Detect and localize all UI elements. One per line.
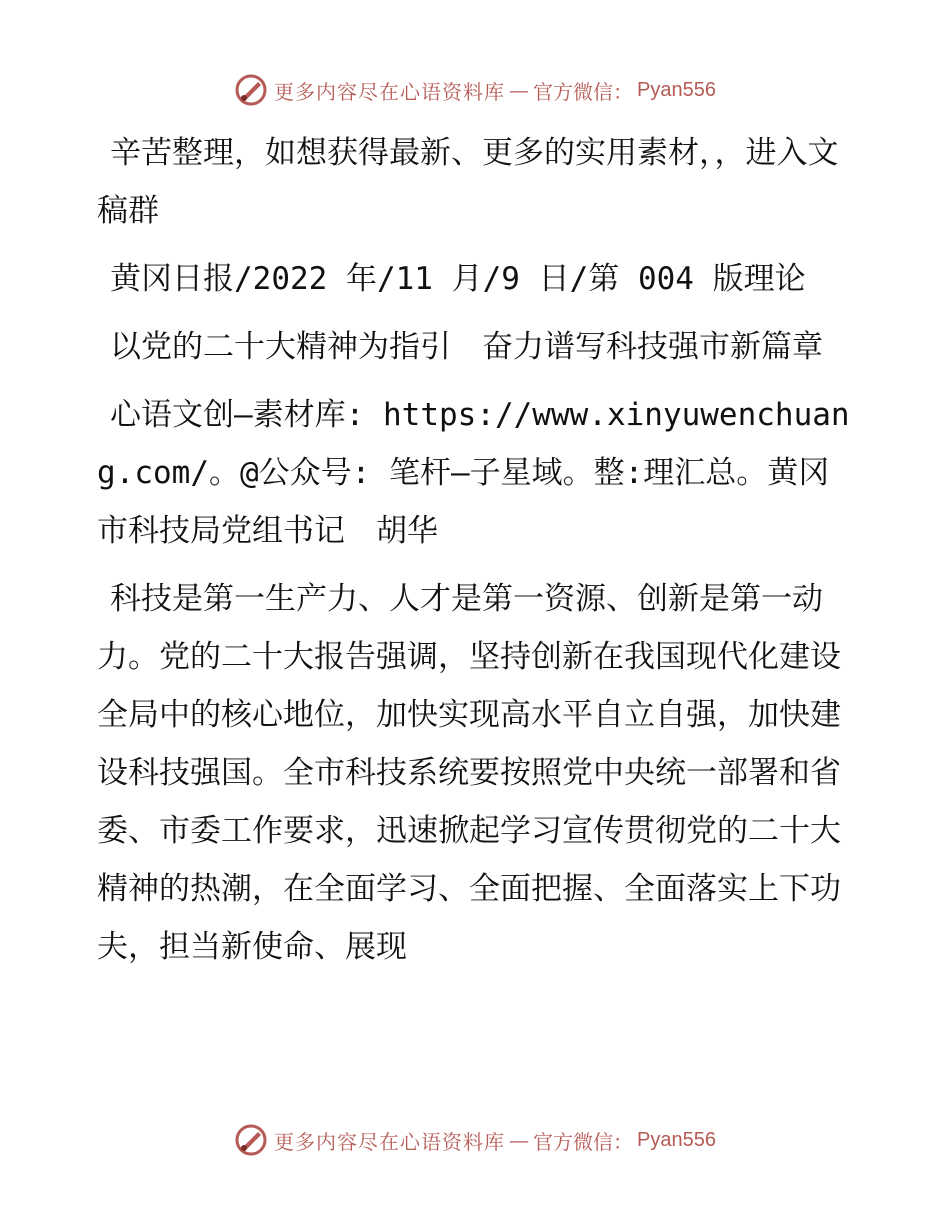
watermark-separator: —: [509, 1128, 530, 1152]
brush-seal-icon: [234, 73, 268, 107]
watermark-brand: 更多内容尽在心语资料库: [274, 79, 506, 104]
watermark-separator: —: [509, 78, 530, 102]
footer-watermark: [0, 1120, 950, 1160]
byline-paragraph: 心语文创—素材库: https://www.xinyuwenchuang.com/。@公众号: 笔杆—子星域。整:理汇总。黄冈市科技局党组书记 胡华: [97, 397, 850, 549]
source-line: 黄冈日报/2022 年/11 月/9 日/第 004 版理论: [110, 261, 806, 297]
article-title: 以党的二十大精神为指引 奋力谱写科技强市新篇章: [110, 329, 823, 365]
watermark-wechat-id: Pyan556: [637, 78, 716, 101]
watermark-label: 官方微信：: [533, 79, 634, 104]
watermark-label: 官方微信：: [533, 1129, 634, 1154]
header-watermark: [0, 70, 950, 110]
intro-paragraph: 辛苦整理，如想获得最新、更多的实用素材，，进入文稿群: [97, 135, 839, 229]
watermark-brand: 更多内容尽在心语资料库: [274, 1129, 506, 1154]
body-paragraph: 科技是第一生产力、人才是第一资源、创新是第一动力。党的二十大报告强调，坚持创新在我国现代化建设全局中的核心地位，加快实现高水平自立自强，加快建设科技强国。全市科技系统要按照党中央统一部署和省委、市委工作要求，迅速掀起学习宣传贯彻党的二十大精神的热潮，在全面学习、全面把握、全面落实上下功夫，担当新使命、展现: [97, 581, 841, 965]
brush-seal-icon: [234, 1123, 268, 1157]
watermark-wechat-id: Pyan556: [637, 1128, 716, 1151]
document-body: [97, 124, 857, 976]
